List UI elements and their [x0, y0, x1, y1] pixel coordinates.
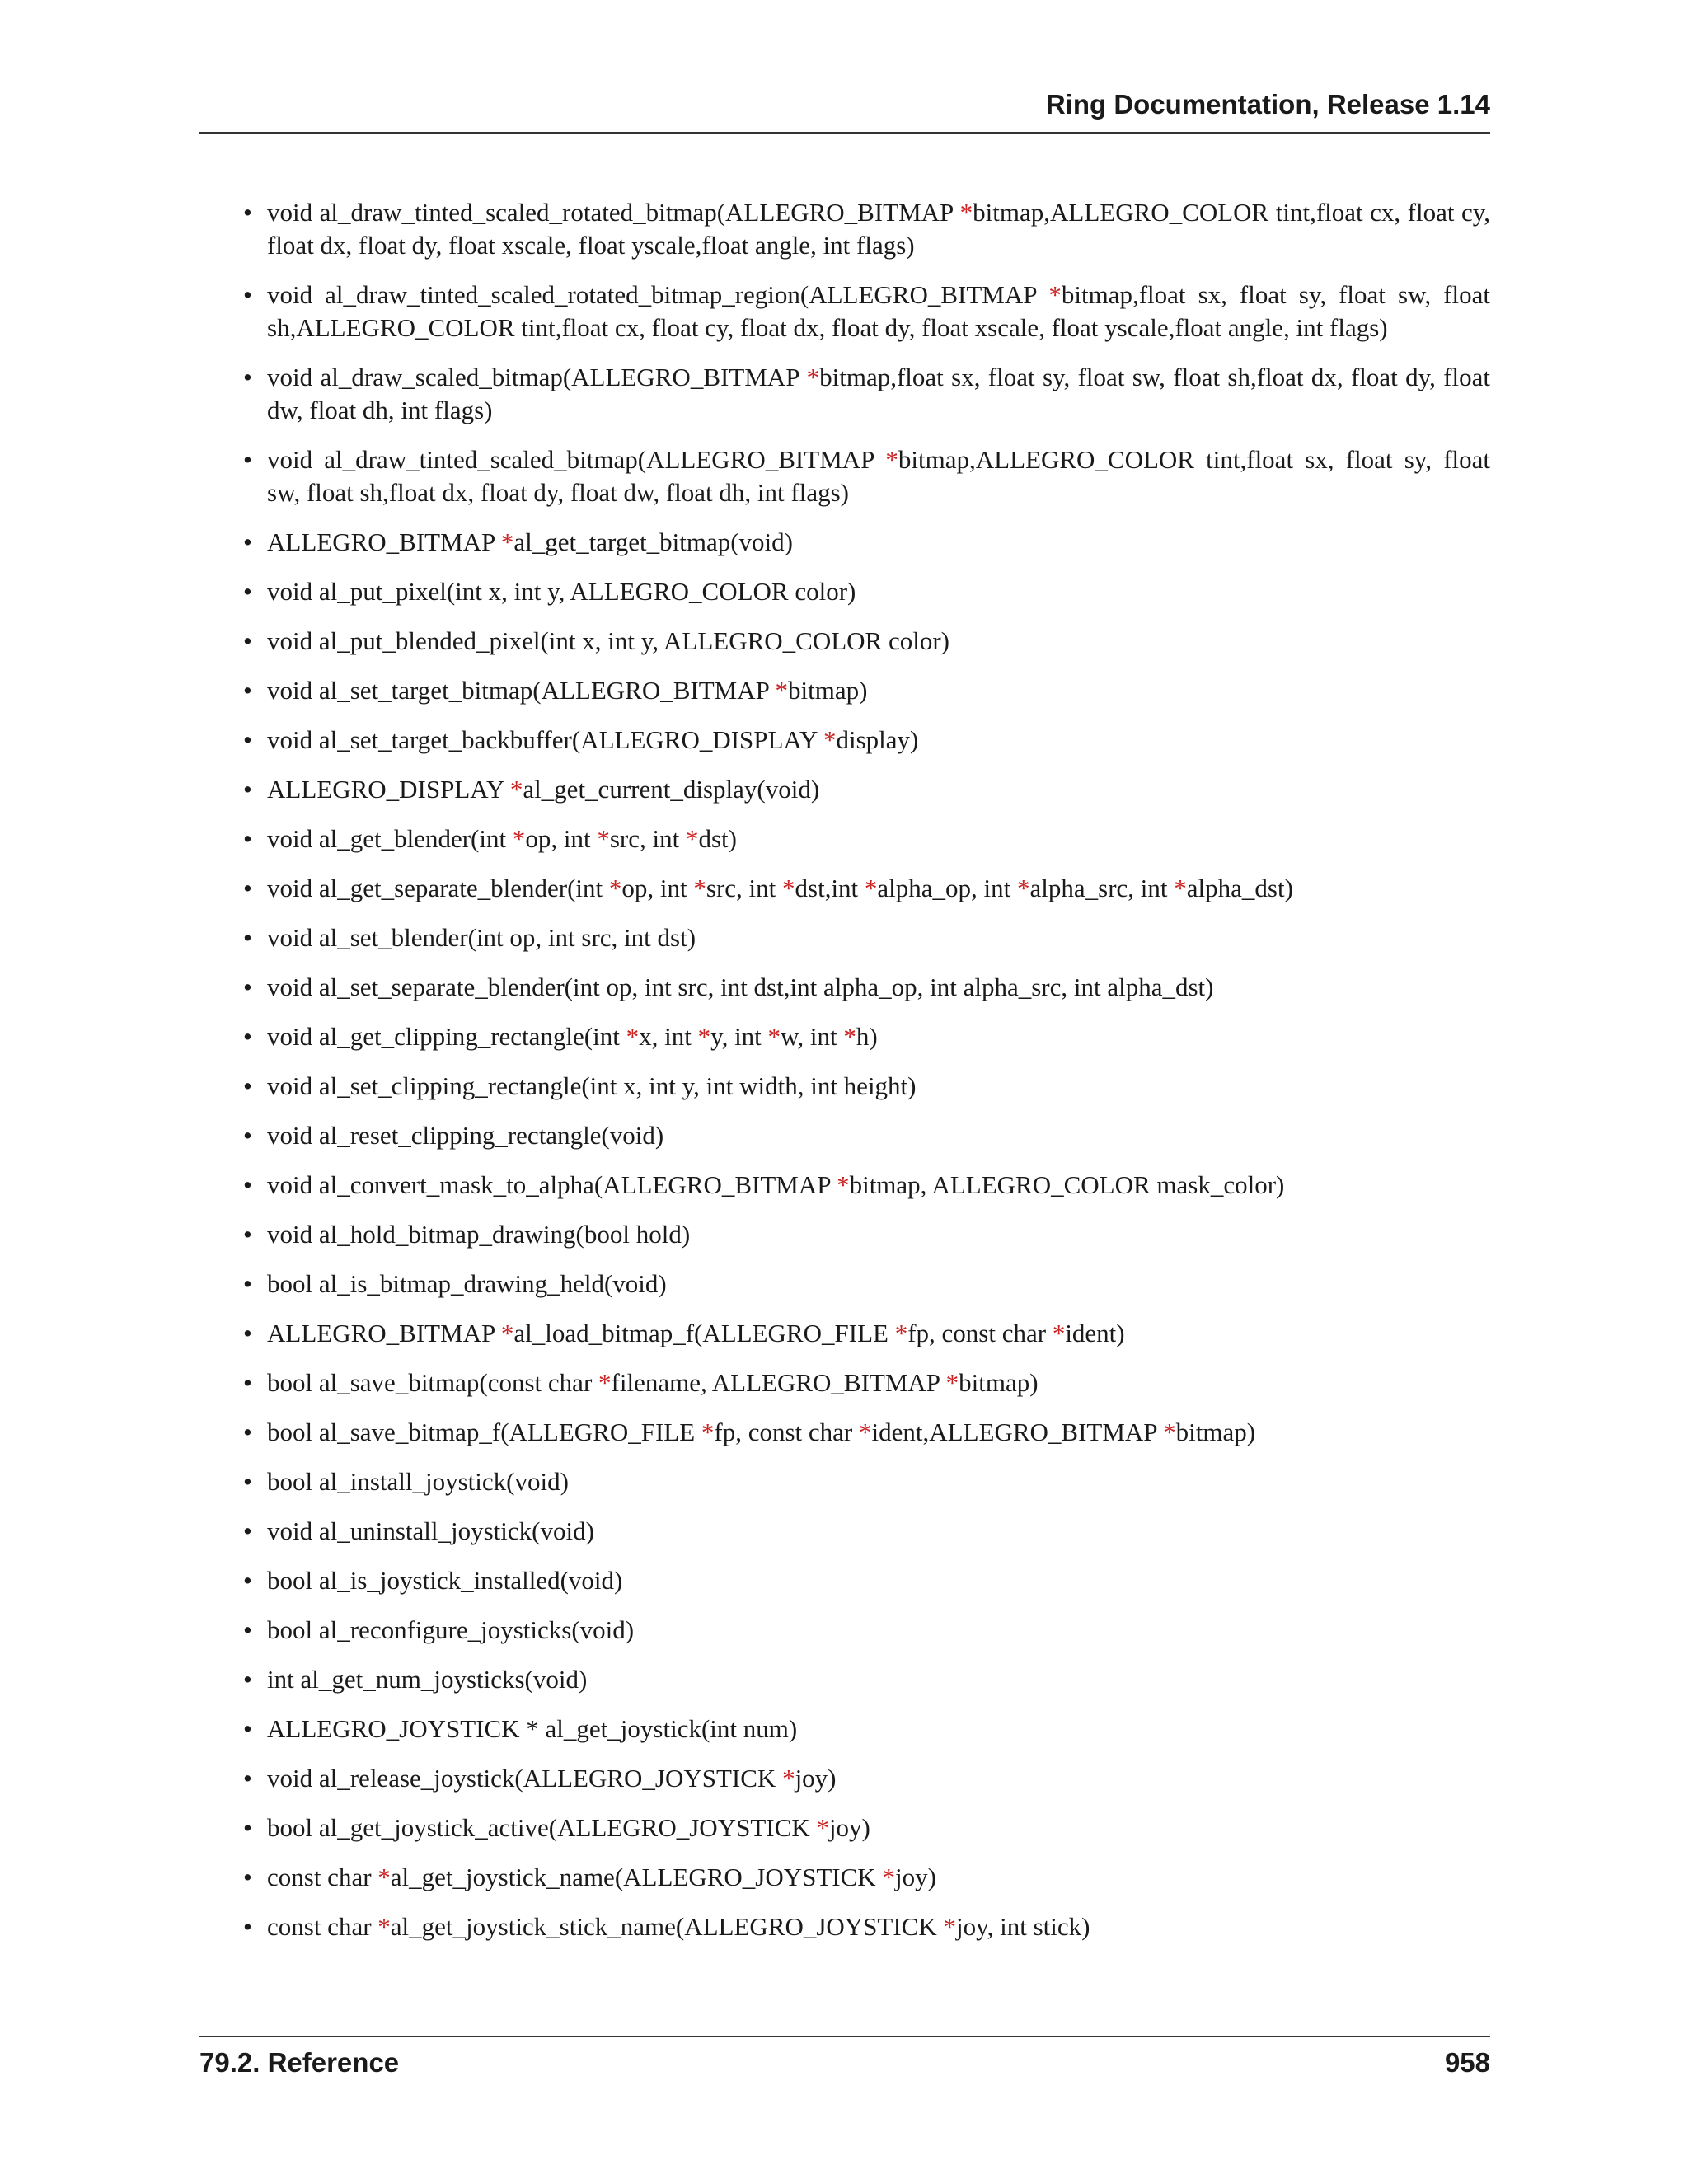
pointer-asterisk: * — [377, 1863, 391, 1891]
bullet-icon: • — [243, 1863, 252, 1891]
bullet-icon: • — [243, 1615, 252, 1644]
pointer-asterisk: * — [775, 676, 788, 705]
pointer-asterisk: * — [823, 725, 837, 754]
function-signature: void al_draw_tinted_scaled_bitmap(ALLEGRO_BITMAP *bitmap,ALLEGRO_COLOR tint,float sx, float sy, float sw, float sh,float dx, float dy, float dw, float dh, int flags) — [267, 445, 1491, 507]
bullet-icon: • — [243, 775, 252, 804]
list-item — [199, 872, 1490, 905]
pointer-asterisk: * — [685, 824, 699, 853]
list-item — [199, 279, 1490, 344]
list-item — [199, 1465, 1490, 1498]
pointer-asterisk: * — [1017, 874, 1030, 902]
pointer-asterisk: * — [697, 1022, 711, 1051]
bullet-icon: • — [243, 1170, 252, 1199]
pointer-asterisk: * — [500, 1319, 514, 1347]
list-item — [199, 361, 1490, 427]
page-header — [199, 89, 1490, 134]
pointer-asterisk: * — [767, 1022, 781, 1051]
function-signature: const char *al_get_joystick_stick_name(ALLEGRO_JOYSTICK *joy, int stick) — [267, 1912, 1090, 1941]
function-signature: void al_set_blender(int op, int src, int dst) — [267, 923, 696, 952]
bullet-icon: • — [243, 1220, 252, 1249]
pointer-asterisk: * — [693, 874, 706, 902]
pointer-asterisk: * — [882, 1863, 895, 1891]
function-signature: bool al_reconfigure_joysticks(void) — [267, 1615, 635, 1644]
function-signature: void al_set_clipping_rectangle(int x, int y, int width, int height) — [267, 1071, 917, 1100]
pointer-asterisk: * — [701, 1418, 715, 1446]
pointer-asterisk: * — [1174, 874, 1187, 902]
function-signature: void al_get_separate_blender(int *op, int *src, int *dst,int *alpha_op, int *alpha_src, int *alpha_dst) — [267, 874, 1293, 902]
list-item — [199, 724, 1490, 757]
pointer-asterisk: * — [943, 1912, 956, 1941]
bullet-icon: • — [243, 1319, 252, 1347]
function-signature: void al_get_clipping_rectangle(int *x, int *y, int *w, int *h) — [267, 1022, 878, 1051]
bullet-icon: • — [243, 1269, 252, 1298]
function-signature: void al_put_blended_pixel(int x, int y, ALLEGRO_COLOR color) — [267, 626, 950, 655]
page-number: 958 — [1444, 2047, 1490, 2078]
list-item — [199, 575, 1490, 608]
page-footer — [199, 2036, 1490, 2087]
list-item — [199, 1564, 1490, 1597]
list-item — [199, 1218, 1490, 1251]
function-signature: bool al_save_bitmap_f(ALLEGRO_FILE *fp, const char *ident,ALLEGRO_BITMAP *bitmap) — [267, 1418, 1256, 1446]
function-signature: void al_draw_tinted_scaled_rotated_bitmap_region(ALLEGRO_BITMAP *bitmap,float sx, float sy, float sw, float sh,ALLEGRO_COLOR tint,float cx, float cy, float dx, float dy, float xscale, float yscale,float angle, int flags) — [267, 280, 1490, 342]
pointer-asterisk: * — [500, 527, 514, 556]
function-signature: const char *al_get_joystick_name(ALLEGRO_JOYSTICK *joy) — [267, 1863, 936, 1891]
bullet-icon: • — [243, 676, 252, 705]
list-item — [199, 1119, 1490, 1152]
bullet-icon: • — [243, 923, 252, 952]
pointer-asterisk: * — [859, 1418, 872, 1446]
page-content — [199, 196, 1490, 1960]
pointer-asterisk: * — [864, 874, 878, 902]
list-item — [199, 823, 1490, 855]
bullet-icon: • — [243, 1121, 252, 1150]
pointer-asterisk: * — [509, 775, 523, 804]
pointer-asterisk: * — [512, 824, 526, 853]
bullet-icon: • — [243, 198, 252, 227]
list-item — [199, 921, 1490, 954]
pointer-asterisk: * — [837, 1170, 850, 1199]
bullet-icon: • — [243, 1516, 252, 1545]
bullet-icon: • — [243, 1022, 252, 1051]
pointer-asterisk: * — [782, 1764, 795, 1793]
function-signature: void al_draw_scaled_bitmap(ALLEGRO_BITMAP *bitmap,float sx, float sy, float sw, float sh,float dx, float dy, float dw, float dh, int flags) — [267, 363, 1490, 424]
list-item — [199, 1811, 1490, 1844]
list-item — [199, 1713, 1490, 1746]
function-signature: void al_reset_clipping_rectangle(void) — [267, 1121, 664, 1150]
function-signature: int al_get_num_joysticks(void) — [267, 1665, 588, 1694]
list-item — [199, 1020, 1490, 1053]
function-signature: void al_set_target_bitmap(ALLEGRO_BITMAP *bitmap) — [267, 676, 868, 705]
function-signature: void al_convert_mask_to_alpha(ALLEGRO_BITMAP *bitmap, ALLEGRO_COLOR mask_color) — [267, 1170, 1285, 1199]
list-item — [199, 1169, 1490, 1202]
list-item — [199, 196, 1490, 262]
pointer-asterisk: * — [782, 874, 795, 902]
bullet-icon: • — [243, 824, 252, 853]
function-signature: ALLEGRO_JOYSTICK * al_get_joystick(int num) — [267, 1714, 798, 1743]
function-signature: void al_set_target_backbuffer(ALLEGRO_DISPLAY *display) — [267, 725, 919, 754]
pointer-asterisk: * — [894, 1319, 908, 1347]
bullet-icon: • — [243, 280, 252, 309]
list-item — [199, 1317, 1490, 1350]
list-item — [199, 1515, 1490, 1548]
function-signature: void al_get_blender(int *op, int *src, int *dst) — [267, 824, 737, 853]
pointer-asterisk: * — [598, 1368, 612, 1397]
list-item — [199, 1268, 1490, 1301]
list-item — [199, 1861, 1490, 1894]
pointer-asterisk: * — [608, 874, 622, 902]
pointer-asterisk: * — [885, 445, 898, 474]
bullet-icon: • — [243, 445, 252, 474]
pointer-asterisk: * — [377, 1912, 391, 1941]
bullet-icon: • — [243, 1418, 252, 1446]
list-item — [199, 1663, 1490, 1696]
bullet-icon: • — [243, 874, 252, 902]
list-item — [199, 1366, 1490, 1399]
bullet-icon: • — [243, 1714, 252, 1743]
bullet-icon: • — [243, 363, 252, 391]
bullet-icon: • — [243, 725, 252, 754]
list-item — [199, 443, 1490, 509]
list-item — [199, 674, 1490, 707]
list-item — [199, 1416, 1490, 1449]
function-signature: void al_put_pixel(int x, int y, ALLEGRO_COLOR color) — [267, 577, 856, 606]
document-title: Ring Documentation, Release 1.14 — [1045, 89, 1490, 120]
bullet-icon: • — [243, 527, 252, 556]
bullet-icon: • — [243, 1566, 252, 1595]
bullet-icon: • — [243, 1813, 252, 1842]
function-signature: ALLEGRO_BITMAP *al_get_target_bitmap(void) — [267, 527, 793, 556]
bullet-icon: • — [243, 626, 252, 655]
list-item — [199, 1910, 1490, 1943]
list-item — [199, 625, 1490, 658]
pointer-asterisk: * — [1048, 280, 1062, 309]
section-reference: 79.2. Reference — [199, 2047, 400, 2078]
function-signature: void al_set_separate_blender(int op, int src, int dst,int alpha_op, int alpha_src, int alpha_dst) — [267, 972, 1214, 1001]
bullet-icon: • — [243, 1368, 252, 1397]
list-item — [199, 773, 1490, 806]
list-item — [199, 1614, 1490, 1647]
list-item — [199, 1762, 1490, 1795]
function-signature: void al_hold_bitmap_drawing(bool hold) — [267, 1220, 691, 1249]
pointer-asterisk: * — [843, 1022, 856, 1051]
bullet-icon: • — [243, 577, 252, 606]
function-signature: void al_uninstall_joystick(void) — [267, 1516, 594, 1545]
bullet-icon: • — [243, 972, 252, 1001]
list-item — [199, 526, 1490, 559]
function-signature: bool al_save_bitmap(const char *filename, ALLEGRO_BITMAP *bitmap) — [267, 1368, 1039, 1397]
pointer-asterisk: * — [597, 824, 610, 853]
function-signature: bool al_install_joystick(void) — [267, 1467, 569, 1496]
bullet-icon: • — [243, 1071, 252, 1100]
function-list — [199, 196, 1490, 1943]
pointer-asterisk: * — [1163, 1418, 1176, 1446]
pointer-asterisk: * — [626, 1022, 640, 1051]
pointer-asterisk: * — [816, 1813, 829, 1842]
function-signature: ALLEGRO_DISPLAY *al_get_current_display(void) — [267, 775, 820, 804]
list-item — [199, 971, 1490, 1004]
function-signature: bool al_is_bitmap_drawing_held(void) — [267, 1269, 667, 1298]
bullet-icon: • — [243, 1764, 252, 1793]
list-item — [199, 1070, 1490, 1103]
function-signature: bool al_get_joystick_active(ALLEGRO_JOYSTICK *joy) — [267, 1813, 870, 1842]
bullet-icon: • — [243, 1665, 252, 1694]
bullet-icon: • — [243, 1912, 252, 1941]
pointer-asterisk: * — [959, 198, 973, 227]
function-signature: void al_release_joystick(ALLEGRO_JOYSTICK *joy) — [267, 1764, 837, 1793]
pointer-asterisk: * — [1052, 1319, 1066, 1347]
function-signature: ALLEGRO_BITMAP *al_load_bitmap_f(ALLEGRO_FILE *fp, const char *ident) — [267, 1319, 1125, 1347]
pointer-asterisk: * — [806, 363, 820, 391]
function-signature: void al_draw_tinted_scaled_rotated_bitmap(ALLEGRO_BITMAP *bitmap,ALLEGRO_COLOR tint,float cx, float cy, float dx, float dy, float xscale, float yscale,float angle, int flags) — [267, 198, 1490, 260]
pointer-asterisk: * — [945, 1368, 959, 1397]
function-signature: bool al_is_joystick_installed(void) — [267, 1566, 623, 1595]
bullet-icon: • — [243, 1467, 252, 1496]
